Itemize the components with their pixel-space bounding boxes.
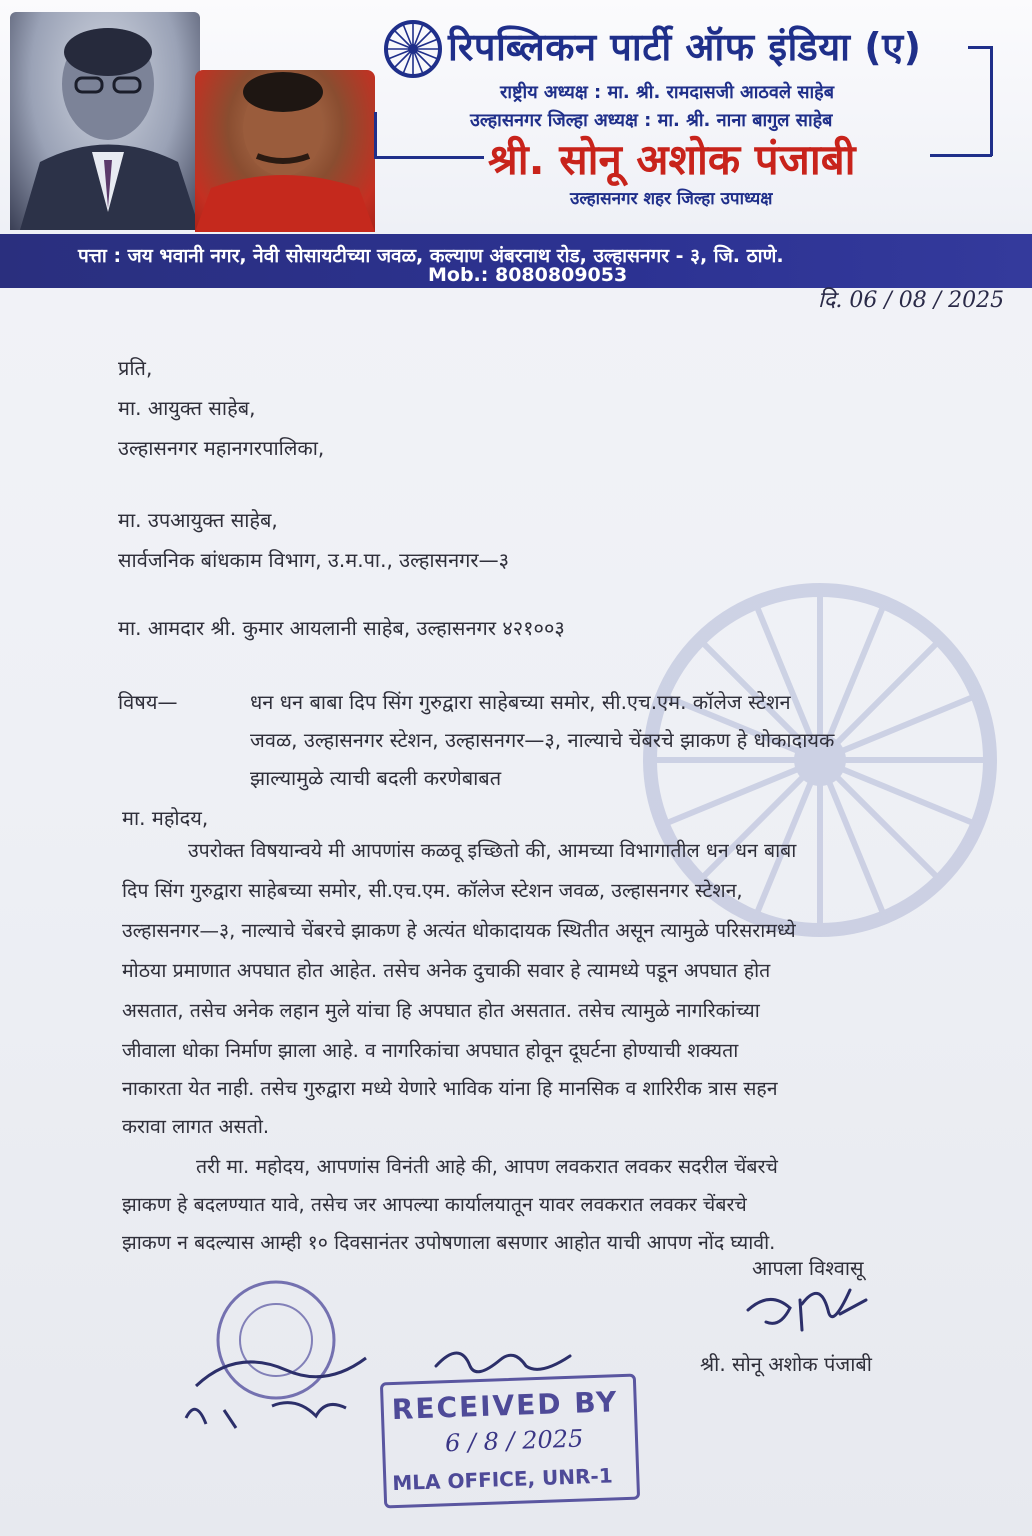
letter-date: दि. 06 / 08 / 2025 bbox=[818, 288, 1005, 313]
national-president: राष्ट्रीय अध्यक्ष : मा. श्री. रामदासजी आठवले साहेब bbox=[500, 82, 835, 103]
stamp-date: 6 / 8 / 2025 bbox=[444, 1424, 584, 1458]
body-line: जीवाला धोका निर्माण झाला आहे. व नागरिकांचा अपघात होवून दूघर्टना होण्याची शक्यता bbox=[122, 1039, 739, 1062]
leader-name: श्री. सोनू अशोक पंजाबी bbox=[488, 135, 856, 184]
received-stamp bbox=[380, 1374, 640, 1509]
party-name: रिपब्लिकन पार्टी ऑफ इंडिया (ए) bbox=[448, 25, 922, 69]
closing: आपला विश्वासू bbox=[752, 1256, 864, 1280]
leader-title: उल्हासनगर शहर जिल्हा उपाध्यक्ष bbox=[570, 189, 773, 209]
recipient-2-line-2: सार्वजनिक बांधकाम विभाग, उ.म.पा., उल्हासनगर—३ bbox=[118, 548, 510, 572]
subject-line: जवळ, उल्हासनगर स्टेशन, उल्हासनगर—३, नाल्याचे चेंबरचे झाकण हे धोकादायक bbox=[250, 728, 835, 752]
initials-signature bbox=[430, 1336, 580, 1382]
subject-line: धन धन बाबा दिप सिंग गुरुद्वारा साहेबच्या समोर, सी.एच.एम. कॉलेज स्टेशन bbox=[250, 690, 791, 714]
salutation: मा. महोदय, bbox=[122, 806, 209, 830]
header-rule bbox=[930, 154, 992, 157]
body-line: दिप सिंग गुरुद्वारा साहेबच्या समोर, सी.एच.एम. कॉलेज स्टेशन जवळ, उल्हासनगर स्टेशन, bbox=[122, 879, 743, 902]
to-label: प्रति, bbox=[118, 356, 153, 380]
address: पत्ता : जय भवानी नगर, नेवी सोसायटीच्या जवळ, कल्याण अंबरनाथ रोड, उल्हासनगर - ३, जि. ठाणे. bbox=[78, 245, 784, 267]
body-line: तरी मा. महोदय, आपणांस विनंती आहे की, आपण लवकरात लवकर सदरील चेंबरचे bbox=[196, 1155, 778, 1178]
recipient-1-line-2: उल्हासनगर महानगरपालिका, bbox=[118, 436, 325, 460]
header-rule bbox=[374, 156, 484, 159]
handwritten-signature bbox=[740, 1270, 870, 1340]
ashoka-chakra-icon bbox=[382, 18, 444, 80]
header-rule bbox=[968, 46, 992, 49]
mobile-number: Mob.: 8080809053 bbox=[428, 264, 628, 286]
body-line: उपरोक्त विषयान्वये मी आपणांस कळवू इच्छितो की, आमच्या विभागातील धन धन बाबा bbox=[188, 839, 797, 862]
portrait-photo-left bbox=[10, 12, 200, 230]
recipient-3: मा. आमदार श्री. कुमार आयलानी साहेब, उल्हासनगर ४२१००३ bbox=[118, 616, 565, 640]
recipient-1-line-1: मा. आयुक्त साहेब, bbox=[118, 396, 256, 420]
body-line: मोठया प्रमाणात अपघात होत आहेत. तसेच अनेक दुचाकी सवार हे त्यामध्ये पडून अपघात होत bbox=[122, 959, 771, 982]
subject-label: विषय— bbox=[118, 690, 178, 714]
body-line: करावा लागत असतो. bbox=[122, 1115, 270, 1138]
stamp-office: MLA OFFICE, UNR-1 bbox=[391, 1463, 614, 1496]
body-line: झाकण न बदल्यास आम्ही १० दिवसानंतर उपोषणाला बसणार आहोत याची आपण नोंद घ्यावी. bbox=[122, 1231, 776, 1254]
stamp-title: RECEIVED BY bbox=[391, 1385, 619, 1427]
subject-line: झाल्यामुळे त्याची बदली करणेबाबत bbox=[250, 766, 502, 790]
body-line: असतात, तसेच अनेक लहान मुले यांचा हि अपघात होत असतात. तसेच त्यामुळे नागरिकांच्या bbox=[122, 999, 760, 1022]
body-line: उल्हासनगर—३, नाल्याचे चेंबरचे झाकण हे अत्यंत धोकादायक स्थितीत असून त्यामुळे परिसरामध्ये bbox=[122, 919, 796, 942]
body-line: नाकारता येत नाही. तसेच गुरुद्वारा मध्ये येणारे भाविक यांना हि मानसिक व शारिरीक त्रास सहन bbox=[122, 1077, 778, 1100]
recipient-2-line-1: मा. उपआयुक्त साहेब, bbox=[118, 508, 278, 532]
district-president: उल्हासनगर जिल्हा अध्यक्ष : मा. श्री. नाना बागुल साहेब bbox=[470, 110, 833, 131]
round-receipt-seal bbox=[176, 1278, 376, 1438]
letterhead bbox=[0, 0, 1032, 290]
signatory-name: श्री. सोनू अशोक पंजाबी bbox=[700, 1352, 872, 1376]
portrait-photo-right bbox=[195, 70, 375, 232]
header-rule bbox=[990, 46, 993, 156]
body-line: झाकण हे बदलण्यात यावे, तसेच जर आपल्या कार्यालयातून यावर लवकरात लवकर चेंबरचे bbox=[122, 1193, 747, 1216]
header-rule bbox=[374, 112, 377, 158]
